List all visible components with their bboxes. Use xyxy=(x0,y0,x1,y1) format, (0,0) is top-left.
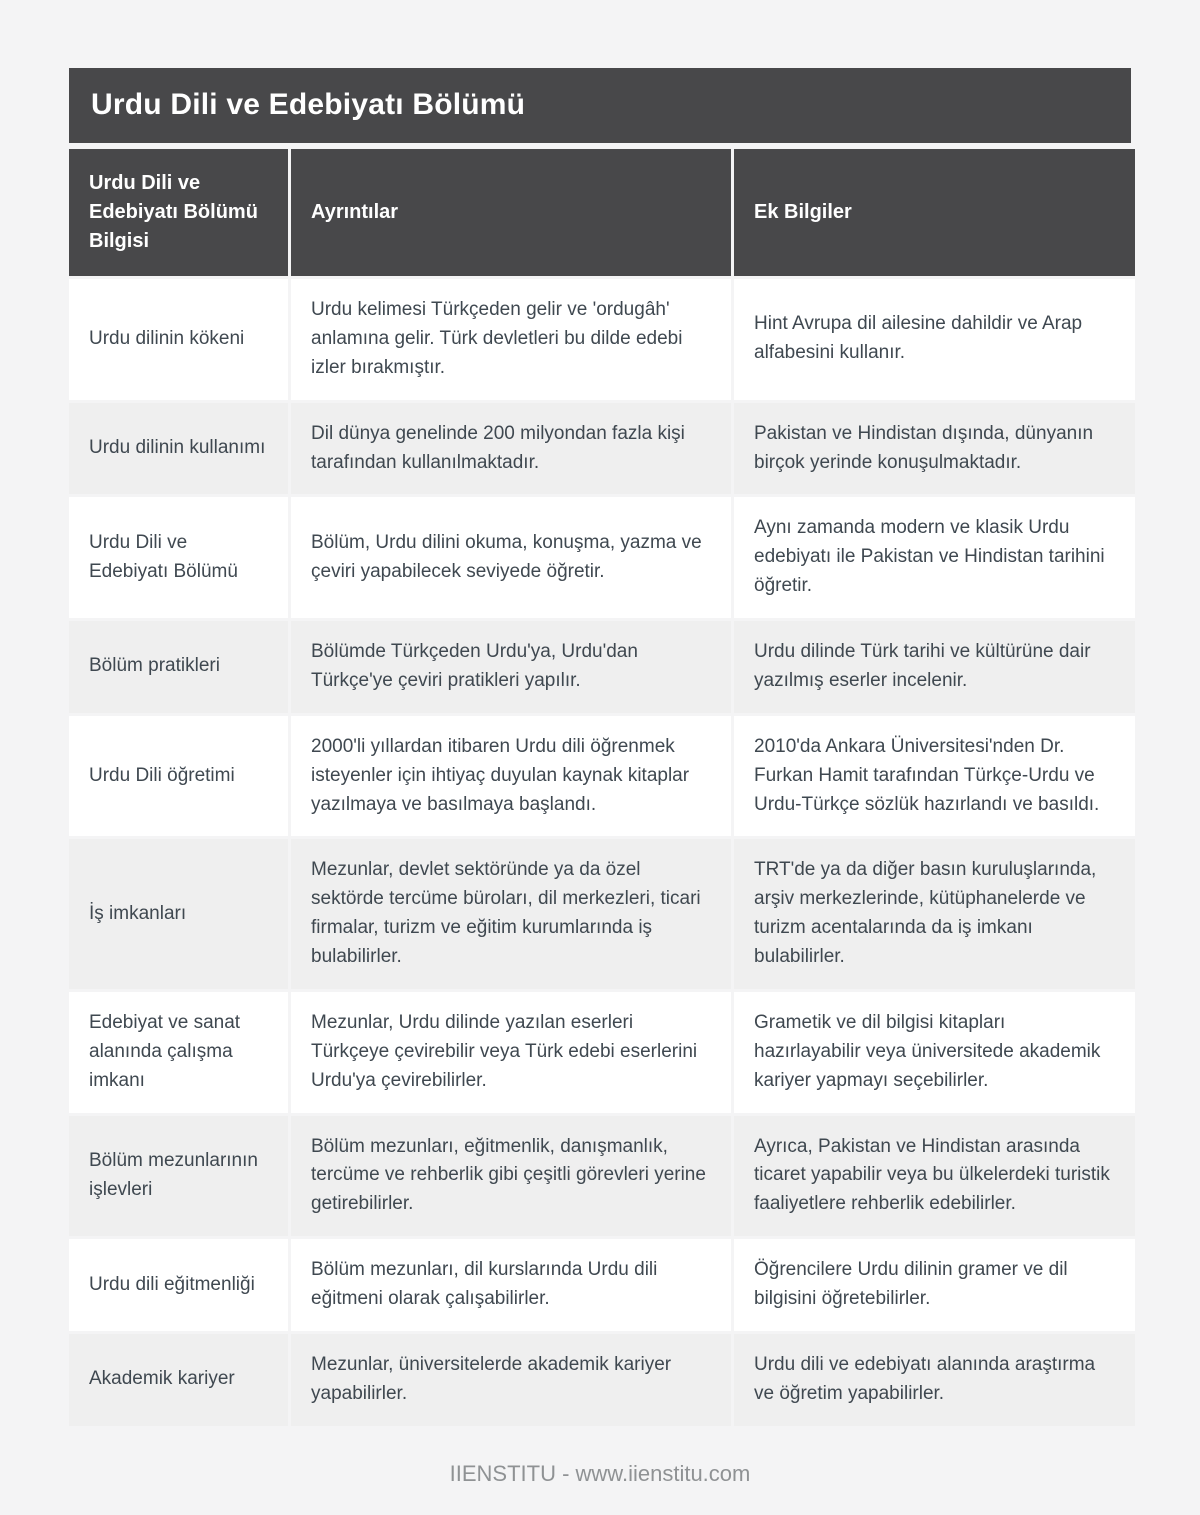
details-cell: Bölüm, Urdu dilini okuma, konuşma, yazma ve çeviri yapabilecek seviyede öğretir. xyxy=(291,497,731,618)
table-row xyxy=(69,716,1135,837)
table-row xyxy=(69,497,1135,618)
extra-cell: Aynı zamanda modern ve klasik Urdu edebiyatı ile Pakistan ve Hindistan tarihini öğretir. xyxy=(734,497,1135,618)
details-cell: Mezunlar, üniversitelerde akademik kariyer yapabilirler. xyxy=(291,1334,731,1426)
details-cell: Bölüm mezunları, dil kurslarında Urdu dili eğitmeni olarak çalışabilirler. xyxy=(291,1239,731,1331)
details-cell: Mezunlar, Urdu dilinde yazılan eserleri Türkçeye çevirebilir veya Türk edebi eserlerini Urdu'ya çevirebilirler. xyxy=(291,992,731,1113)
table-header-row xyxy=(69,149,1135,276)
topic-cell: İş imkanları xyxy=(69,839,288,989)
topic-cell: Urdu dilinin kökeni xyxy=(69,279,288,400)
column-header-topic: Urdu Dili ve Edebiyatı Bölümü Bilgisi xyxy=(69,149,288,276)
extra-cell: Urdu dili ve edebiyatı alanında araştırma ve öğretim yapabilirler. xyxy=(734,1334,1135,1426)
footer-text: IIENSTITU - www.iienstitu.com xyxy=(449,1460,751,1486)
table-row xyxy=(69,621,1135,713)
details-cell: Bölüm mezunları, eğitmenlik, danışmanlık, tercüme ve rehberlik gibi çeşitli görevleri yerine getirebilirler. xyxy=(291,1116,731,1237)
extra-cell: Grametik ve dil bilgisi kitapları hazırlayabilir veya üniversitede akademik kariyer yapmayı seçebilirler. xyxy=(734,992,1135,1113)
details-cell: Bölümde Türkçeden Urdu'ya, Urdu'dan Türkçe'ye çeviri pratikleri yapılır. xyxy=(291,621,731,713)
details-cell: Urdu kelimesi Türkçeden gelir ve 'ordugâh' anlamına gelir. Türk devletleri bu dilde edebi izler bırakmıştır. xyxy=(291,279,731,400)
extra-cell: 2010'da Ankara Üniversitesi'nden Dr. Furkan Hamit tarafından Türkçe-Urdu ve Urdu-Türkçe sözlük hazırlandı ve basıldı. xyxy=(734,716,1135,837)
table-row xyxy=(69,839,1135,989)
topic-cell: Edebiyat ve sanat alanında çalışma imkanı xyxy=(69,992,288,1113)
topic-cell: Bölüm pratikleri xyxy=(69,621,288,713)
document-container xyxy=(69,0,1131,1489)
topic-cell: Urdu Dili öğretimi xyxy=(69,716,288,837)
table-row xyxy=(69,403,1135,495)
table-row xyxy=(69,1116,1135,1237)
info-table xyxy=(66,146,1138,1429)
topic-cell: Akademik kariyer xyxy=(69,1334,288,1426)
topic-cell: Bölüm mezunlarının işlevleri xyxy=(69,1116,288,1237)
topic-cell: Urdu Dili ve Edebiyatı Bölümü xyxy=(69,497,288,618)
details-cell: Dil dünya genelinde 200 milyondan fazla kişi tarafından kullanılmaktadır. xyxy=(291,403,731,495)
column-header-details: Ayrıntılar xyxy=(291,149,731,276)
extra-cell: Hint Avrupa dil ailesine dahildir ve Arap alfabesini kullanır. xyxy=(734,279,1135,400)
extra-cell: TRT'de ya da diğer basın kuruluşlarında, arşiv merkezlerinde, kütüphanelerde ve turizm acentalarında da iş imkanı bulabilirler. xyxy=(734,839,1135,989)
topic-cell: Urdu dilinin kullanımı xyxy=(69,403,288,495)
page-title: Urdu Dili ve Edebiyatı Bölümü xyxy=(69,68,1131,143)
extra-cell: Pakistan ve Hindistan dışında, dünyanın birçok yerinde konuşulmaktadır. xyxy=(734,403,1135,495)
column-header-extra: Ek Bilgiler xyxy=(734,149,1135,276)
extra-cell: Ayrıca, Pakistan ve Hindistan arasında ticaret yapabilir veya bu ülkelerdeki turistik faaliyetlere rehberlik edebilirler. xyxy=(734,1116,1135,1237)
table-row xyxy=(69,279,1135,400)
table-row xyxy=(69,992,1135,1113)
table-row xyxy=(69,1239,1135,1331)
extra-cell: Urdu dilinde Türk tarihi ve kültürüne dair yazılmış eserler incelenir. xyxy=(734,621,1135,713)
details-cell: 2000'li yıllardan itibaren Urdu dili öğrenmek isteyenler için ihtiyaç duyulan kaynak kitaplar yazılmaya ve basılmaya başlandı. xyxy=(291,716,731,837)
details-cell: Mezunlar, devlet sektöründe ya da özel sektörde tercüme büroları, dil merkezleri, ticari firmalar, turizm ve eğitim kurumlarında iş bulabilirler. xyxy=(291,839,731,989)
extra-cell: Öğrencilere Urdu dilinin gramer ve dil bilgisini öğretebilirler. xyxy=(734,1239,1135,1331)
table-row xyxy=(69,1334,1135,1426)
topic-cell: Urdu dili eğitmenliği xyxy=(69,1239,288,1331)
